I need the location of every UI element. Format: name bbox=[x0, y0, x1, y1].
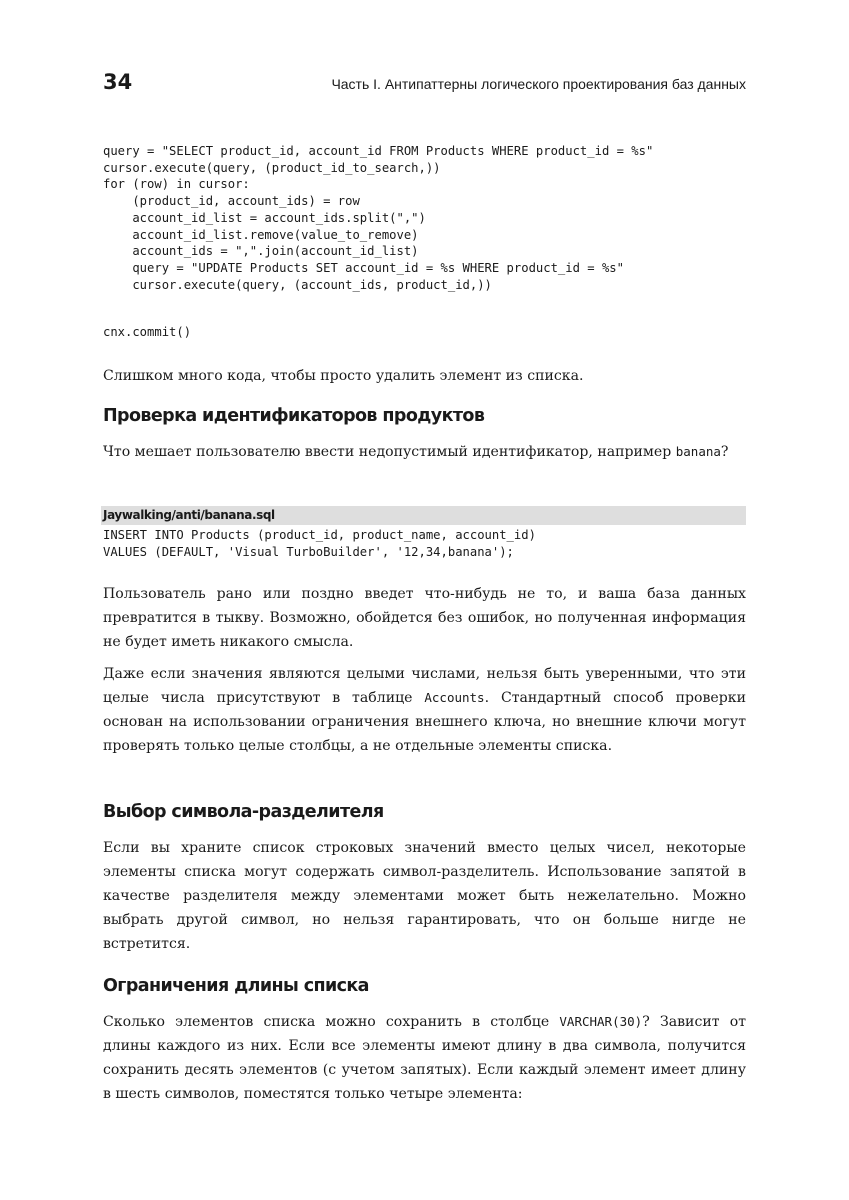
text: . Стандартный способ проверки основан на использовании ограничения внешнего ключа, но внешние ключи могут проверять только целые столбцы, а не отдельные элементы списка. bbox=[103, 690, 746, 754]
paragraph-delimiter: Если вы храните список строковых значений вместо целых чисел, некоторые элементы списка могут содержать символ-разделитель. Использование запятой в качестве разделителя между элементами может быть нежелательно. Можно выбрать другой символ, но нельзя гарантировать, что он больше нигде не встретится. bbox=[103, 840, 746, 952]
running-title: Часть I. Антипаттерны логического проектирования баз данных bbox=[331, 76, 746, 92]
listing-filename: Jaywalking/anti/banana.sql bbox=[103, 508, 275, 522]
text: Даже если значения являются целыми числами, нельзя быть уверенными, что эти целые числа присутствуют в таблице bbox=[103, 666, 746, 706]
heading-list-length-limits: Ограничения длины списка bbox=[103, 976, 369, 996]
commit-code-line: cnx.commit() bbox=[103, 325, 192, 339]
heading-product-id-check: Проверка идентификаторов продуктов bbox=[103, 406, 485, 426]
python-code-block: query = "SELECT product_id, account_id FROM Products WHERE product_id = %s" cursor.execute(query, (product_id_to_search,)) for (row) in cursor: (product_id, account_ids) = row account_id_list = account_ids.split(",") account_id_list.remove(value_to_remove) account_ids = ",".join(account_id_list) query = "UPDATE Products SET account_id = %s WHERE product_id = %s" cursor.execute(query, (account_ids, product_id,)) bbox=[103, 144, 654, 292]
inline-code-banana: banana bbox=[675, 444, 721, 459]
paragraph-too-much-code: Слишком много кода, чтобы просто удалить элемент из списка. bbox=[103, 368, 584, 384]
text: ? Зависит от длины каждого из них. Если все элементы имеют длину в два символа, получится сохранить десять элементов (с учетом запятых). Если каждый элемент имеет длину в шесть символов, поместятся только четыре элемента: bbox=[103, 1014, 746, 1102]
page-header bbox=[103, 70, 746, 100]
paragraph-list-length bbox=[103, 1010, 746, 1106]
sql-listing-code: INSERT INTO Products (product_id, product_name, account_id) VALUES (DEFAULT, 'Visual TurboBuilder', '12,34,banana'); bbox=[103, 528, 536, 559]
page-number: 34 bbox=[103, 70, 133, 94]
text: Сколько элементов списка можно сохранить в столбце bbox=[103, 1014, 560, 1030]
paragraph-pumpkin: Пользователь рано или поздно введет что-нибудь не то, и ваша база данных превратится в тыкву. Возможно, обойдется без ошибок, но полученная информация не будет иметь никакого смысла. bbox=[103, 586, 746, 650]
text: ? bbox=[720, 444, 729, 460]
paragraph-invalid-id bbox=[103, 440, 746, 464]
paragraph-foreign-keys bbox=[103, 662, 746, 758]
inline-code-varchar: VARCHAR(30) bbox=[559, 1014, 643, 1029]
listing-title-bar bbox=[101, 506, 746, 525]
inline-code-accounts: Accounts bbox=[424, 690, 485, 705]
heading-delimiter-choice: Выбор символа-разделителя bbox=[103, 802, 384, 822]
text: Что мешает пользователю ввести недопустимый идентификатор, например bbox=[103, 444, 676, 460]
